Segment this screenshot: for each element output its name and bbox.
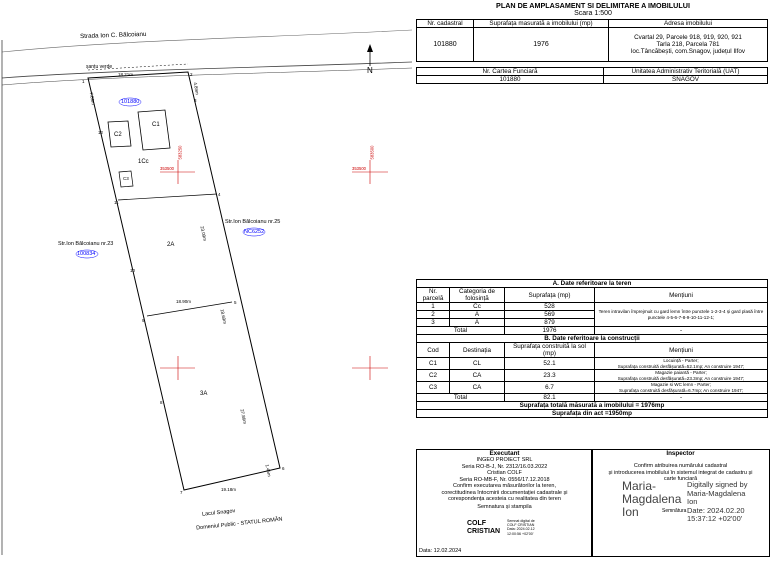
point-5: 5 [234, 300, 237, 305]
inspector-title: Inspector [666, 450, 695, 457]
b-row1-area: 52.1 [505, 358, 595, 370]
land-total-mention: - [595, 327, 768, 335]
point-7: 7 [180, 490, 183, 495]
executant-confirm2: corectitudinea întocmirii documentației cadastrale și [441, 489, 568, 496]
executant-sig-line2: CRISTIAN [467, 528, 501, 535]
h-area: Suprafața (mp) [505, 288, 595, 303]
b-row3-mention [595, 382, 768, 394]
b-total-label: Total [417, 394, 505, 402]
b-row3-area: 6.7 [505, 382, 595, 394]
cf-number: 101880 [417, 76, 604, 84]
address-line-1: Cvartal 29, Parcele 918, 919, 920, 921 [634, 34, 742, 41]
cf-table [416, 67, 768, 84]
unit-2a-label: 2A [167, 242, 175, 248]
inspector-line3: carte funciară [663, 476, 698, 482]
b-total: 82.1 [505, 394, 595, 402]
dim-left-top: 7.89m [88, 91, 96, 106]
b-row2-area: 23.3 [505, 370, 595, 382]
grid-cross-3 [160, 356, 195, 380]
b-row3-dest: CA [450, 382, 505, 394]
unit-3a-label: 3A [200, 391, 208, 397]
executant-series2: Seria RO-MB-F, Nr. 0556/17.12.2018 [459, 476, 550, 483]
c3-label: C3 [123, 176, 129, 181]
executant-confirm3: corespondența acesteia cu realitatea din teren [448, 496, 561, 502]
neighbor-right-label: Str.Ion Bălcoianu nr.25 [225, 219, 281, 225]
dim-right-mid: 23.09m [199, 225, 208, 242]
section-b-title: B. Date referitoare la construcții [417, 335, 768, 343]
row1-nr: 1 [417, 303, 450, 311]
col-address: Adresa imobilului [609, 20, 768, 28]
inspector-sig-r5: 15:37:12 +02'00' [687, 514, 743, 523]
dim-mid: 18.90m [176, 299, 192, 304]
grid-cross-1 [160, 160, 195, 184]
h-built-area: Suprafața construită la sol (mp) [505, 343, 595, 358]
point-1: 1 [82, 79, 85, 84]
executant-series1: Seria RO-B-J, Nr. 2312/16.03.2022 [461, 463, 548, 470]
parcel-outline [88, 64, 280, 490]
executant-name: Cristian COLF [487, 470, 522, 476]
executant-sig-small3: Data: 2024.02.12 [507, 527, 535, 532]
executant-firm: INGEO PROIECT SRL [476, 457, 533, 463]
point-8: 8 [160, 400, 163, 405]
total-act: Suprafața din act =1950mp [417, 410, 768, 418]
address-line-3: loc.Tâncăbești, com.Snagov, județul Ilfov [631, 48, 745, 55]
document-scale: Scara 1:500 [574, 10, 612, 17]
land-table [416, 279, 768, 418]
row3-cat: A [450, 319, 505, 327]
executant-signature-details [507, 519, 535, 536]
b-row3-m2: Suprafața construită desfășurată=6.7mp; An construire 1947; [619, 387, 743, 393]
inspector-box [591, 449, 770, 557]
executant-date: Data: 12.02.2024 [419, 548, 462, 554]
col-uat: Unitatea Administrativ Teritorială (UAT) [604, 68, 768, 76]
dim-right-bottom: 27.86m [239, 408, 248, 425]
inspector-sig-line1: Maria- [622, 479, 657, 493]
dim-bottom: 19.18m [221, 487, 237, 492]
b-row1-m2: Suprafața construită desfășurată=52.1mp; An construire 1947; [617, 363, 745, 369]
h-b-mentions: Mențiuni [595, 343, 768, 358]
executant-sig-line1: COLF [467, 520, 487, 527]
h-destination: Destinația [450, 343, 505, 358]
north-arrow-icon [367, 44, 373, 66]
row3-area: 879 [505, 319, 595, 327]
street-label: Strada Ion C. Bălcoianu [79, 30, 147, 41]
executant-sig-small2: COLF CRISTIAN [507, 523, 535, 528]
point-11: 11 [114, 200, 119, 205]
inspector-sig-r4: Date: 2024.02.20 [687, 505, 745, 515]
b-row2-m2: Suprafața construită desfășurată=23.3mp; An construire 1947; [617, 375, 745, 381]
cadastral-address [609, 28, 768, 62]
b-row2-mention [595, 370, 768, 382]
row3-nr: 3 [417, 319, 450, 327]
executant-sig-small4: 12:00:56 +02'00' [507, 531, 534, 536]
land-total: 1976 [505, 327, 595, 335]
dim-right-end: 1.45m [264, 463, 273, 478]
col-nr-cadastral: Nr. cadastral [417, 20, 474, 28]
inspector-sig-r1: Digitally signed by [687, 480, 748, 489]
h-category: Categoria de folosință [450, 288, 505, 303]
cadastral-area: 1976 [474, 28, 609, 62]
land-total-label: Total [417, 327, 505, 335]
lake-label: Lacul Snagov [201, 508, 236, 518]
document-title: PLAN DE AMPLASAMENT SI DELIMITARE A IMOBILULUI [496, 1, 690, 10]
grid-cross-2 [352, 160, 388, 184]
h-mentions: Mențiuni [595, 288, 768, 303]
b-row3-code: C3 [417, 382, 450, 394]
section-a-title: A. Date referitoare la teren [417, 280, 768, 288]
point-12: 12 [98, 130, 104, 135]
b-row1-dest: CL [450, 358, 505, 370]
domain-label: Domeniul Public - STATUL ROMÂN [195, 516, 283, 532]
dim-top: 18.21m [118, 72, 134, 77]
unit-1cc-label: 1Cc [138, 159, 149, 165]
north-label: N [367, 66, 373, 75]
cadastral-table [416, 19, 768, 62]
executant-confirm1: Confirm executarea măsurătorilor la teren, [452, 483, 556, 489]
col-cf: Nr. Cartea Funciară [417, 68, 604, 76]
coord-y2: 583500 [369, 145, 375, 160]
total-measured: Suprafața totală măsurată a imobilului = 1976mp [417, 402, 768, 410]
neighbor-left-label: Str.Ion Bălcoianu nr.23 [58, 241, 114, 247]
inspector-sig-line2: Magdalena [622, 492, 682, 506]
executant-sign-label: Semnatura și stampila [477, 503, 532, 510]
uat-name: SNAGOV [604, 76, 768, 84]
coord-x2: 353500 [352, 166, 366, 171]
row2-area: 569 [505, 311, 595, 319]
dim-right-top: 4.89m [192, 81, 200, 96]
parcel-id-label: 101880 [121, 99, 140, 105]
executant-box [416, 449, 593, 557]
neighbor-left-id: 100834 [77, 251, 96, 257]
point-10: 10 [130, 268, 136, 273]
col-area: Suprafața masurată a imobilului (mp) [474, 20, 609, 28]
row2-nr: 2 [417, 311, 450, 319]
b-row3-m1: Magazie si WC lemn - Parter; [651, 382, 711, 387]
point-6: 6 [282, 466, 285, 471]
b-total-mention: - [595, 394, 768, 402]
inspector-signature-details [687, 481, 747, 524]
inspector-sig-r3: Ion [687, 497, 698, 506]
b-row2-code: C2 [417, 370, 450, 382]
inspector-sign-label: Semnătura [662, 508, 687, 514]
building-c1 [138, 110, 170, 150]
b-row2-m1: Magazie paiantă - Parter; [655, 370, 707, 375]
neighbor-right-id: NC6252 [244, 229, 265, 235]
b-row2-dest: CA [450, 370, 505, 382]
c2-label: C2 [114, 132, 122, 138]
b-row1-mention [595, 358, 768, 370]
inspector-sig-line3: Ion [622, 505, 639, 519]
inspector-line2: și introducerea imobilului în sistemul integrat de cadastru și [608, 469, 753, 476]
point-4: 4 [218, 192, 221, 197]
land-mention: Teren intravilan împrejmuit cu gard lemn între punctele 1-2-3-4 și gard plasă între punctele 4-5-6-7-8-9-10-11-12-1; [595, 303, 768, 327]
row1-cat: Cc [450, 303, 505, 311]
dim-right-low: 18.69m [219, 308, 228, 325]
c1-label: C1 [152, 122, 160, 128]
point-3: 3 [194, 98, 197, 103]
coord-y1: 583250 [177, 145, 183, 160]
inspector-sig-r2: Maria-Magdalena [687, 488, 746, 498]
h-parcel-nr: Nr. parcelă [417, 288, 450, 303]
point-9: 9 [142, 318, 145, 323]
executant-sig-small1: Semnat digital de [507, 519, 535, 523]
b-row1-m1: Locuință - Parter; [663, 358, 699, 363]
h-code: Cod [417, 343, 450, 358]
point-2: 2 [190, 72, 193, 77]
street-band [2, 30, 412, 85]
inspector-line1: Confirm atribuirea numărului cadastral [633, 463, 728, 469]
cadastral-nr: 101880 [417, 28, 474, 62]
b-row1-code: C1 [417, 358, 450, 370]
executant-signature-name [467, 520, 500, 536]
ditch-label: șanțu verde [86, 64, 113, 70]
coord-x1: 353500 [160, 166, 174, 171]
grid-cross-4 [352, 356, 388, 380]
row2-cat: A [450, 311, 505, 319]
address-line-2: Tarla 218, Parcela 781 [656, 41, 720, 48]
row1-area: 528 [505, 303, 595, 311]
executant-title: Executant [489, 450, 520, 457]
